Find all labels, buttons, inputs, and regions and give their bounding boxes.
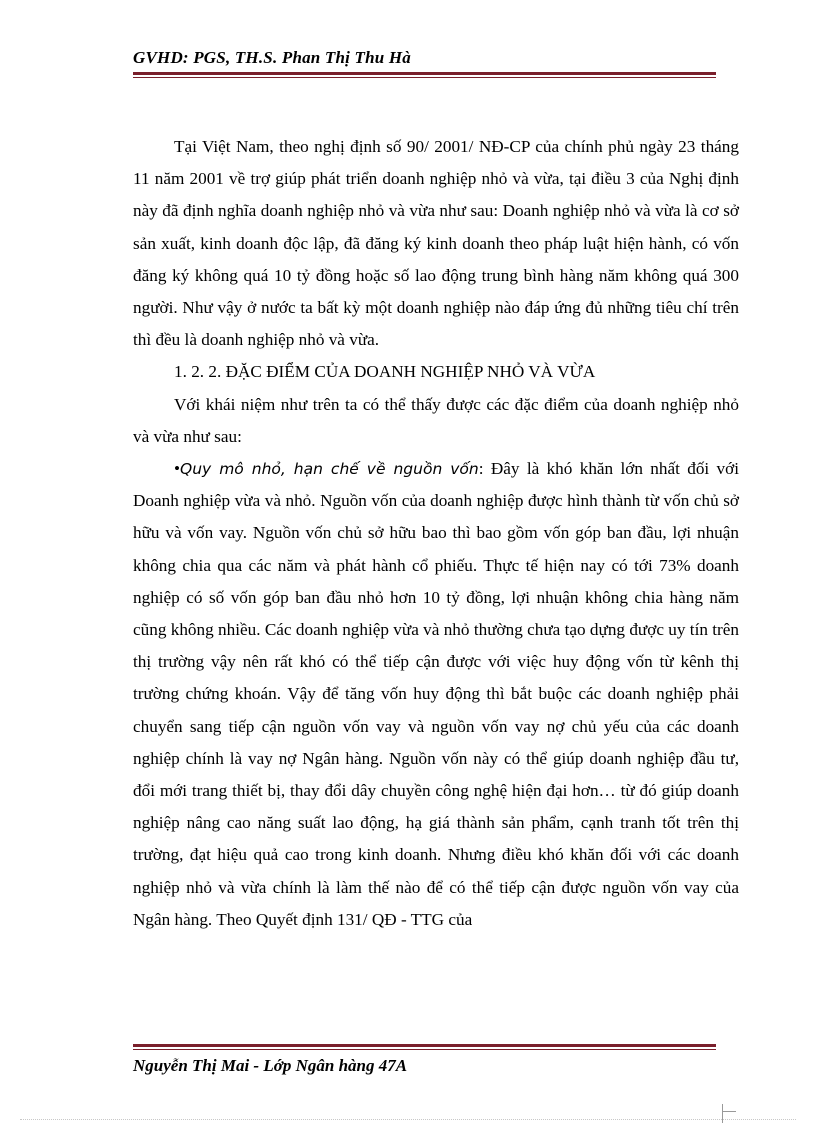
header-rule — [133, 72, 716, 78]
footer-rule-thin — [133, 1049, 716, 1050]
page-footer: Nguyễn Thị Mai - Lớp Ngân hàng 47A — [133, 1056, 408, 1075]
bullet-lead-text: Quy mô nhỏ, hạn chế về nguồn vốn — [180, 460, 479, 479]
document-body — [133, 131, 739, 936]
footer-rule-thick — [133, 1044, 716, 1047]
header-rule-thick — [133, 72, 716, 75]
paragraph-definition: Tại Việt Nam, theo nghị định số 90/ 2001/ NĐ-CP của chính phủ ngày 23 tháng 11 năm 2001 về trợ giúp phát triển doanh nghiệp nhỏ và vừa, tại điều 3 của Nghị định này đã định nghĩa doanh nghiệp nhỏ và vừa như sau: Doanh nghiệp nhỏ và vừa là cơ sở sản xuất, kinh doanh độc lập, đã đăng ký kinh doanh theo pháp luật hiện hành, có vốn đăng ký không quá 10 tỷ đồng hoặc số lao động trung bình hàng năm không quá 300 người. Như vậy ở nước ta bất kỳ một doanh nghiệp nào đáp ứng đủ những tiêu chí trên thì đều là doanh nghiệp nhỏ và vừa. — [133, 137, 739, 350]
section-heading: 1. 2. 2. ĐẶC ĐIỂM CỦA DOANH NGHIỆP NHỎ VÀ VỪA — [174, 362, 596, 382]
header-rule-thin — [133, 77, 716, 78]
paragraph-bullet — [133, 453, 739, 936]
page-corner-mark-horizontal — [722, 1111, 736, 1112]
page-bottom-border — [20, 1119, 796, 1120]
bullet-icon: • — [174, 459, 181, 479]
paragraph-intro: Với khái niệm như trên ta có thể thấy được các đặc điểm của doanh nghiệp nhỏ và vừa như sau: — [133, 394, 739, 446]
footer-rule — [133, 1044, 716, 1050]
page-header: GVHD: PGS, TH.S. Phan Thị Thu Hà — [133, 48, 411, 67]
bullet-body-text: : Đây là khó khăn lớn nhất đối với Doanh nghiệp vừa và nhỏ. Nguồn vốn của doanh nghiệp được hình thành từ vốn chủ sở hữu và vốn vay. Nguồn vốn chủ sở hữu bao thì bao gồm vốn góp ban đầu, lợi nhuận không chia qua các năm và phát hành cổ phiếu. Thực tế hiện nay có tới 73% doanh nghiệp có số vốn góp ban đầu nhỏ hơn 10 tỷ đồng, lợi nhuận không chia hàng năm cũng không nhiều. Các doanh nghiệp vừa và nhỏ thường chưa tạo dựng được uy tín trên thị trường vậy nên rất khó có thể tiếp cận được với việc huy động vốn từ kênh thị trường chứng khoán. Vậy để tăng vốn huy động thì bắt buộc các doanh nghiệp phải chuyển sang tiếp cận nguồn vốn vay và nguồn vốn vay nợ chủ yếu của các doanh nghiệp chính là vay nợ Ngân hàng. Nguồn vốn này có thể giúp doanh nghiệp đầu tư, đổi mới trang thiết bị, thay đổi dây chuyền công nghệ hiện đại hơn… từ đó giúp doanh nghiệp nâng cao năng suất lao động, hạ giá thành sản phẩm, cạnh tranh tốt trên thị trường, đạt hiệu quả cao trong kinh doanh. Nhưng điều khó khăn đối với các doanh nghiệp nhỏ và vừa chính là làm thế nào để có thể tiếp cận được nguồn vốn vay của Ngân hàng. Theo Quyết định 131/ QĐ - TTG của — [133, 459, 739, 929]
page-corner-mark-vertical — [722, 1104, 723, 1123]
